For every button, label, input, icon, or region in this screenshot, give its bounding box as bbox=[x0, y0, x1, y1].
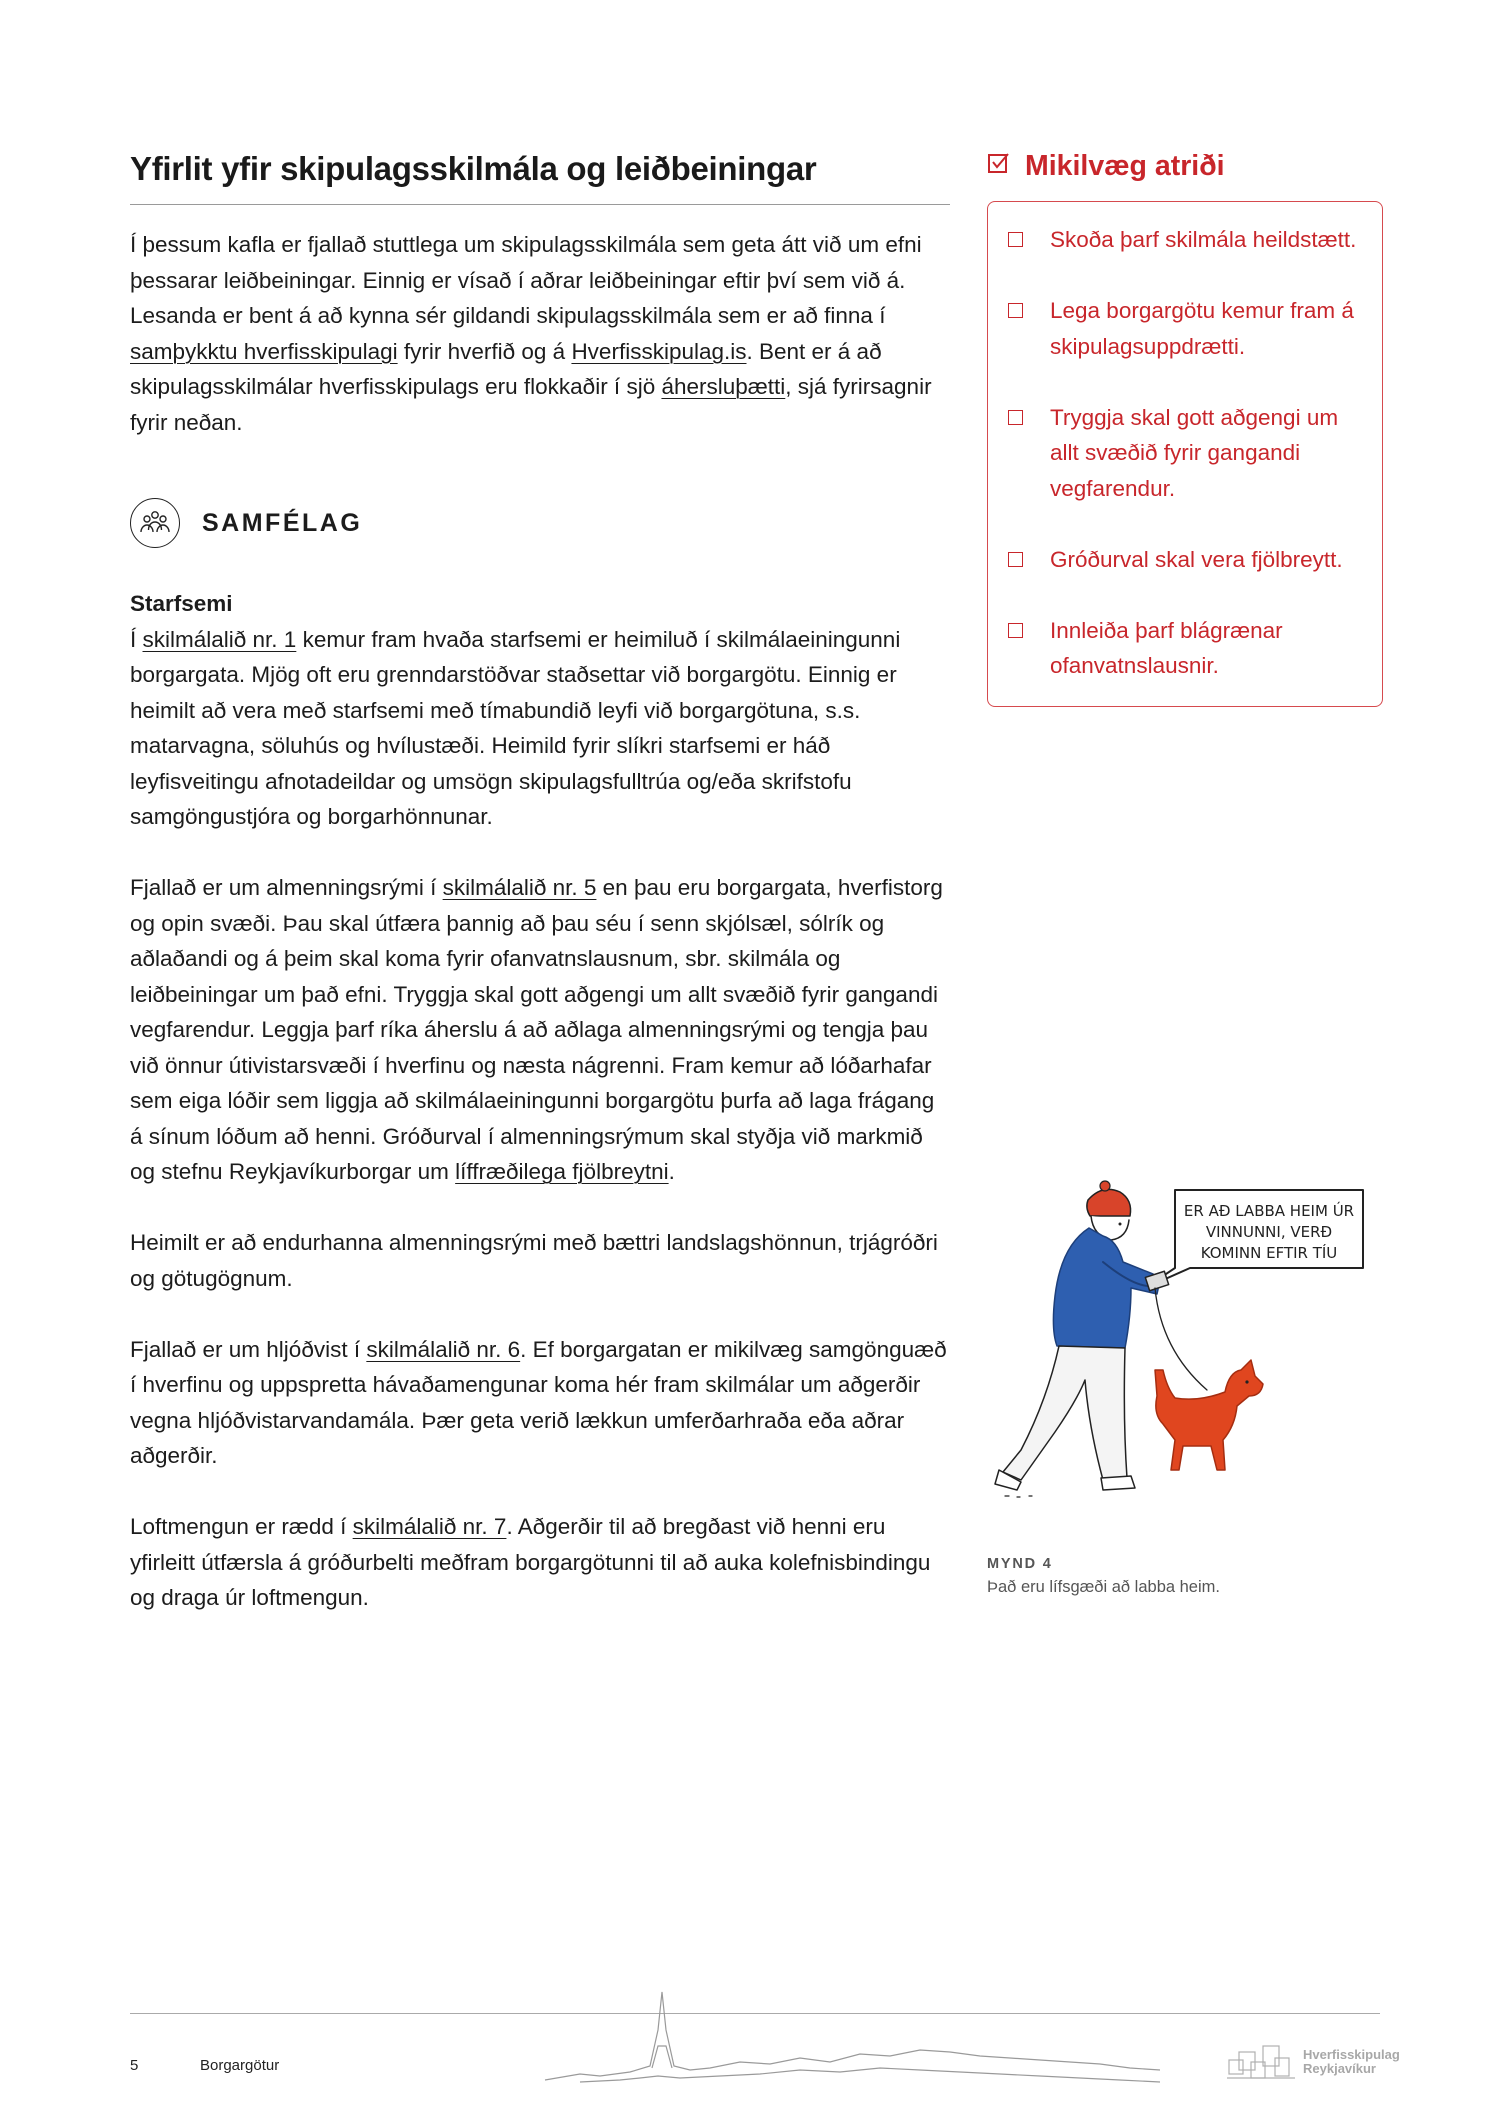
page-title: Yfirlit yfir skipulagsskilmála og leiðbeiningar bbox=[130, 150, 950, 205]
link-liffraedileg-fjolbreytni[interactable]: líffræðilega fjölbreytni bbox=[455, 1159, 669, 1184]
speech-bubble bbox=[1145, 1190, 1363, 1288]
checklist-item-label: Gróðurval skal vera fjölbreytt. bbox=[1050, 546, 1343, 572]
link-samthykkt-hverfisskipulag[interactable]: samþykktu hverfisskipulagi bbox=[130, 338, 398, 364]
checkbox-checked-icon bbox=[987, 150, 1011, 183]
checkbox-icon[interactable] bbox=[1008, 303, 1023, 318]
link-aherslupaetti[interactable]: áhersluþætti bbox=[661, 374, 786, 399]
speech-line: VINNUNNI, VERÐ bbox=[1205, 1223, 1333, 1241]
link-skilmalalid-1[interactable]: skilmálalið nr. 1 bbox=[142, 626, 297, 652]
paragraph-starfsemi: Í skilmálalið nr. 1 kemur fram hvaða starfsemi er heimiluð í skilmálaeiningunni borgargata. Mjög oft eru grenndarstöðvar staðsettar við borgargötu. Einnig er heimilt að vera með starfsemi með tímabundið leyfi við borgargötuna, s.s. matarvagna, söluhús og hvílustæði. Heimild fyrir slíkri starfsemi er háð leyfisveitingu afnotadeildar og umsögn skipulagsfulltrúa og/eða skrifstofu samgöngustjóra og borgarhönnunar. bbox=[130, 626, 901, 829]
paragraph-hljodvist: Fjallað er um hljóðvist í skilmálalið nr. 6. Ef borgargatan er mikilvæg samgönguæð í hverfinu og uppspretta hávaðamengunar koma hér fram skilmálar um aðgerðir vegna hljóðvistarvandamála. Þær geta verið lækkun umferðarhraða eða aðrar aðgerðir. bbox=[130, 1336, 947, 1468]
dog-figure bbox=[1155, 1360, 1263, 1470]
checkbox-icon[interactable] bbox=[1008, 232, 1023, 247]
section-title: SAMFÉLAG bbox=[202, 508, 363, 537]
figure-caption bbox=[987, 1556, 1220, 1597]
intro-paragraph: Í þessum kafla er fjallað stuttlega um skipulagsskilmála sem geta átt við um efni þessarar leiðbeiningar. Einnig er vísað í aðrar leiðbeiningar eftir því sem við á. Lesanda er bent á að kynna sér gildandi skipulagsskilmála sem er að finna í samþykktu hverfisskipulagi fyrir hverfið og á Hverfisskipulag.is. Bent er á að skipulagsskilmálar hverfisskipulags eru flokkaðir í sjö áhersluþætti, sjá fyrirsagnir fyrir neðan. bbox=[130, 232, 932, 435]
community-icon bbox=[130, 498, 180, 548]
checklist-item-label: Tryggja skal gott aðgengi um allt svæðið fyrir gangandi vegfarendur. bbox=[1050, 404, 1339, 501]
speech-line: ER AÐ LABBA HEIM ÚR bbox=[1183, 1202, 1355, 1220]
sidebar-title: Mikilvæg atriði bbox=[1025, 150, 1225, 182]
important-points-sidebar bbox=[987, 150, 1383, 707]
checkbox-icon[interactable] bbox=[1008, 410, 1023, 425]
checklist-item bbox=[1008, 613, 1362, 684]
checklist-item-label: Innleiða þarf blágrænar ofanvatnslausnir. bbox=[1050, 617, 1283, 678]
checkbox-icon[interactable] bbox=[1008, 623, 1023, 638]
link-hverfisskipulag-is[interactable]: Hverfisskipulag.is bbox=[571, 338, 747, 364]
link-skilmalalid-5[interactable]: skilmálalið nr. 5 bbox=[442, 875, 597, 900]
paragraph-almenningsrymi: Fjallað er um almenningsrými í skilmálalið nr. 5 en þau eru borgargata, hverfistorg og opin svæði. Þau skal útfæra þannig að þau séu í senn skjólsæl, sólrík og aðlaðandi og á þeim skal koma fyrir ofanvatnslausnum, sbr. skilmála og leiðbeiningar um það efni. Tryggja skal gott aðgengi um allt svæðið fyrir gangandi vegfarendur. Leggja þarf ríka áherslu á að aðlaga almenningsrými og tengja þau við önnur útivistarsvæði í hverfinu og næsta nágrenni. Fram kemur að lóðarhafar sem eiga lóðir sem liggja að skilmálaeiningunni borgargötu þurfa að laga frágang á sínum lóðum að henni. Gróðurval í almenningsrýmum skal styðja við markmið og stefnu Reykjavíkurborgar um líffræðilega fjölbreytni. bbox=[130, 875, 943, 1184]
sidebar-header bbox=[987, 150, 1383, 183]
footer-title: Borgargötur bbox=[200, 2057, 280, 2074]
speech-line: KOMINN EFTIR TÍU bbox=[1200, 1244, 1338, 1262]
logo-line-2: Reykjavíkur bbox=[1303, 2061, 1376, 2076]
checklist-item bbox=[1008, 293, 1362, 364]
checklist-box bbox=[987, 201, 1383, 707]
section-header-samfelag bbox=[130, 498, 950, 548]
hverfisskipulag-logo bbox=[1225, 2040, 1400, 2084]
page-number: 5 bbox=[130, 2057, 139, 2074]
logo-icon bbox=[1225, 2040, 1297, 2084]
checklist-item-label: Skoða þarf skilmála heildstætt. bbox=[1050, 227, 1357, 252]
figure-caption-text: Það eru lífsgæði að labba heim. bbox=[987, 1578, 1220, 1596]
main-column bbox=[130, 150, 950, 1616]
checklist-item-label: Lega borgargötu kemur fram á skipulagsuppdrætti. bbox=[1050, 298, 1354, 359]
illustration-man-walking-dog bbox=[985, 1170, 1385, 1515]
checkbox-icon[interactable] bbox=[1008, 552, 1023, 567]
checklist-item bbox=[1008, 400, 1362, 507]
link-skilmalalid-7[interactable]: skilmálalið nr. 7 bbox=[352, 1514, 507, 1539]
checklist-item bbox=[1008, 542, 1362, 578]
checklist-item bbox=[1008, 222, 1362, 258]
paragraph-endurhonnun: Heimilt er að endurhanna almenningsrými með bættri landslagshönnun, trjágróðri og götugögnum. bbox=[130, 1230, 938, 1291]
figure-label: MYND 4 bbox=[987, 1556, 1053, 1572]
skyline-illustration bbox=[540, 1990, 1170, 2095]
subheading-starfsemi: Starfsemi bbox=[130, 591, 233, 616]
logo-line-1: Hverfisskipulag bbox=[1303, 2047, 1400, 2062]
paragraph-loftmengun: Loftmengun er rædd í skilmálalið nr. 7. Aðgerðir til að bregðast við henni eru yfirleitt útfærsla á gróðurbelti meðfram borgargötunni til að auka kolefnisbindingu og draga úr loftmengun. bbox=[130, 1514, 931, 1610]
link-skilmalalid-6[interactable]: skilmálalið nr. 6 bbox=[366, 1336, 521, 1362]
